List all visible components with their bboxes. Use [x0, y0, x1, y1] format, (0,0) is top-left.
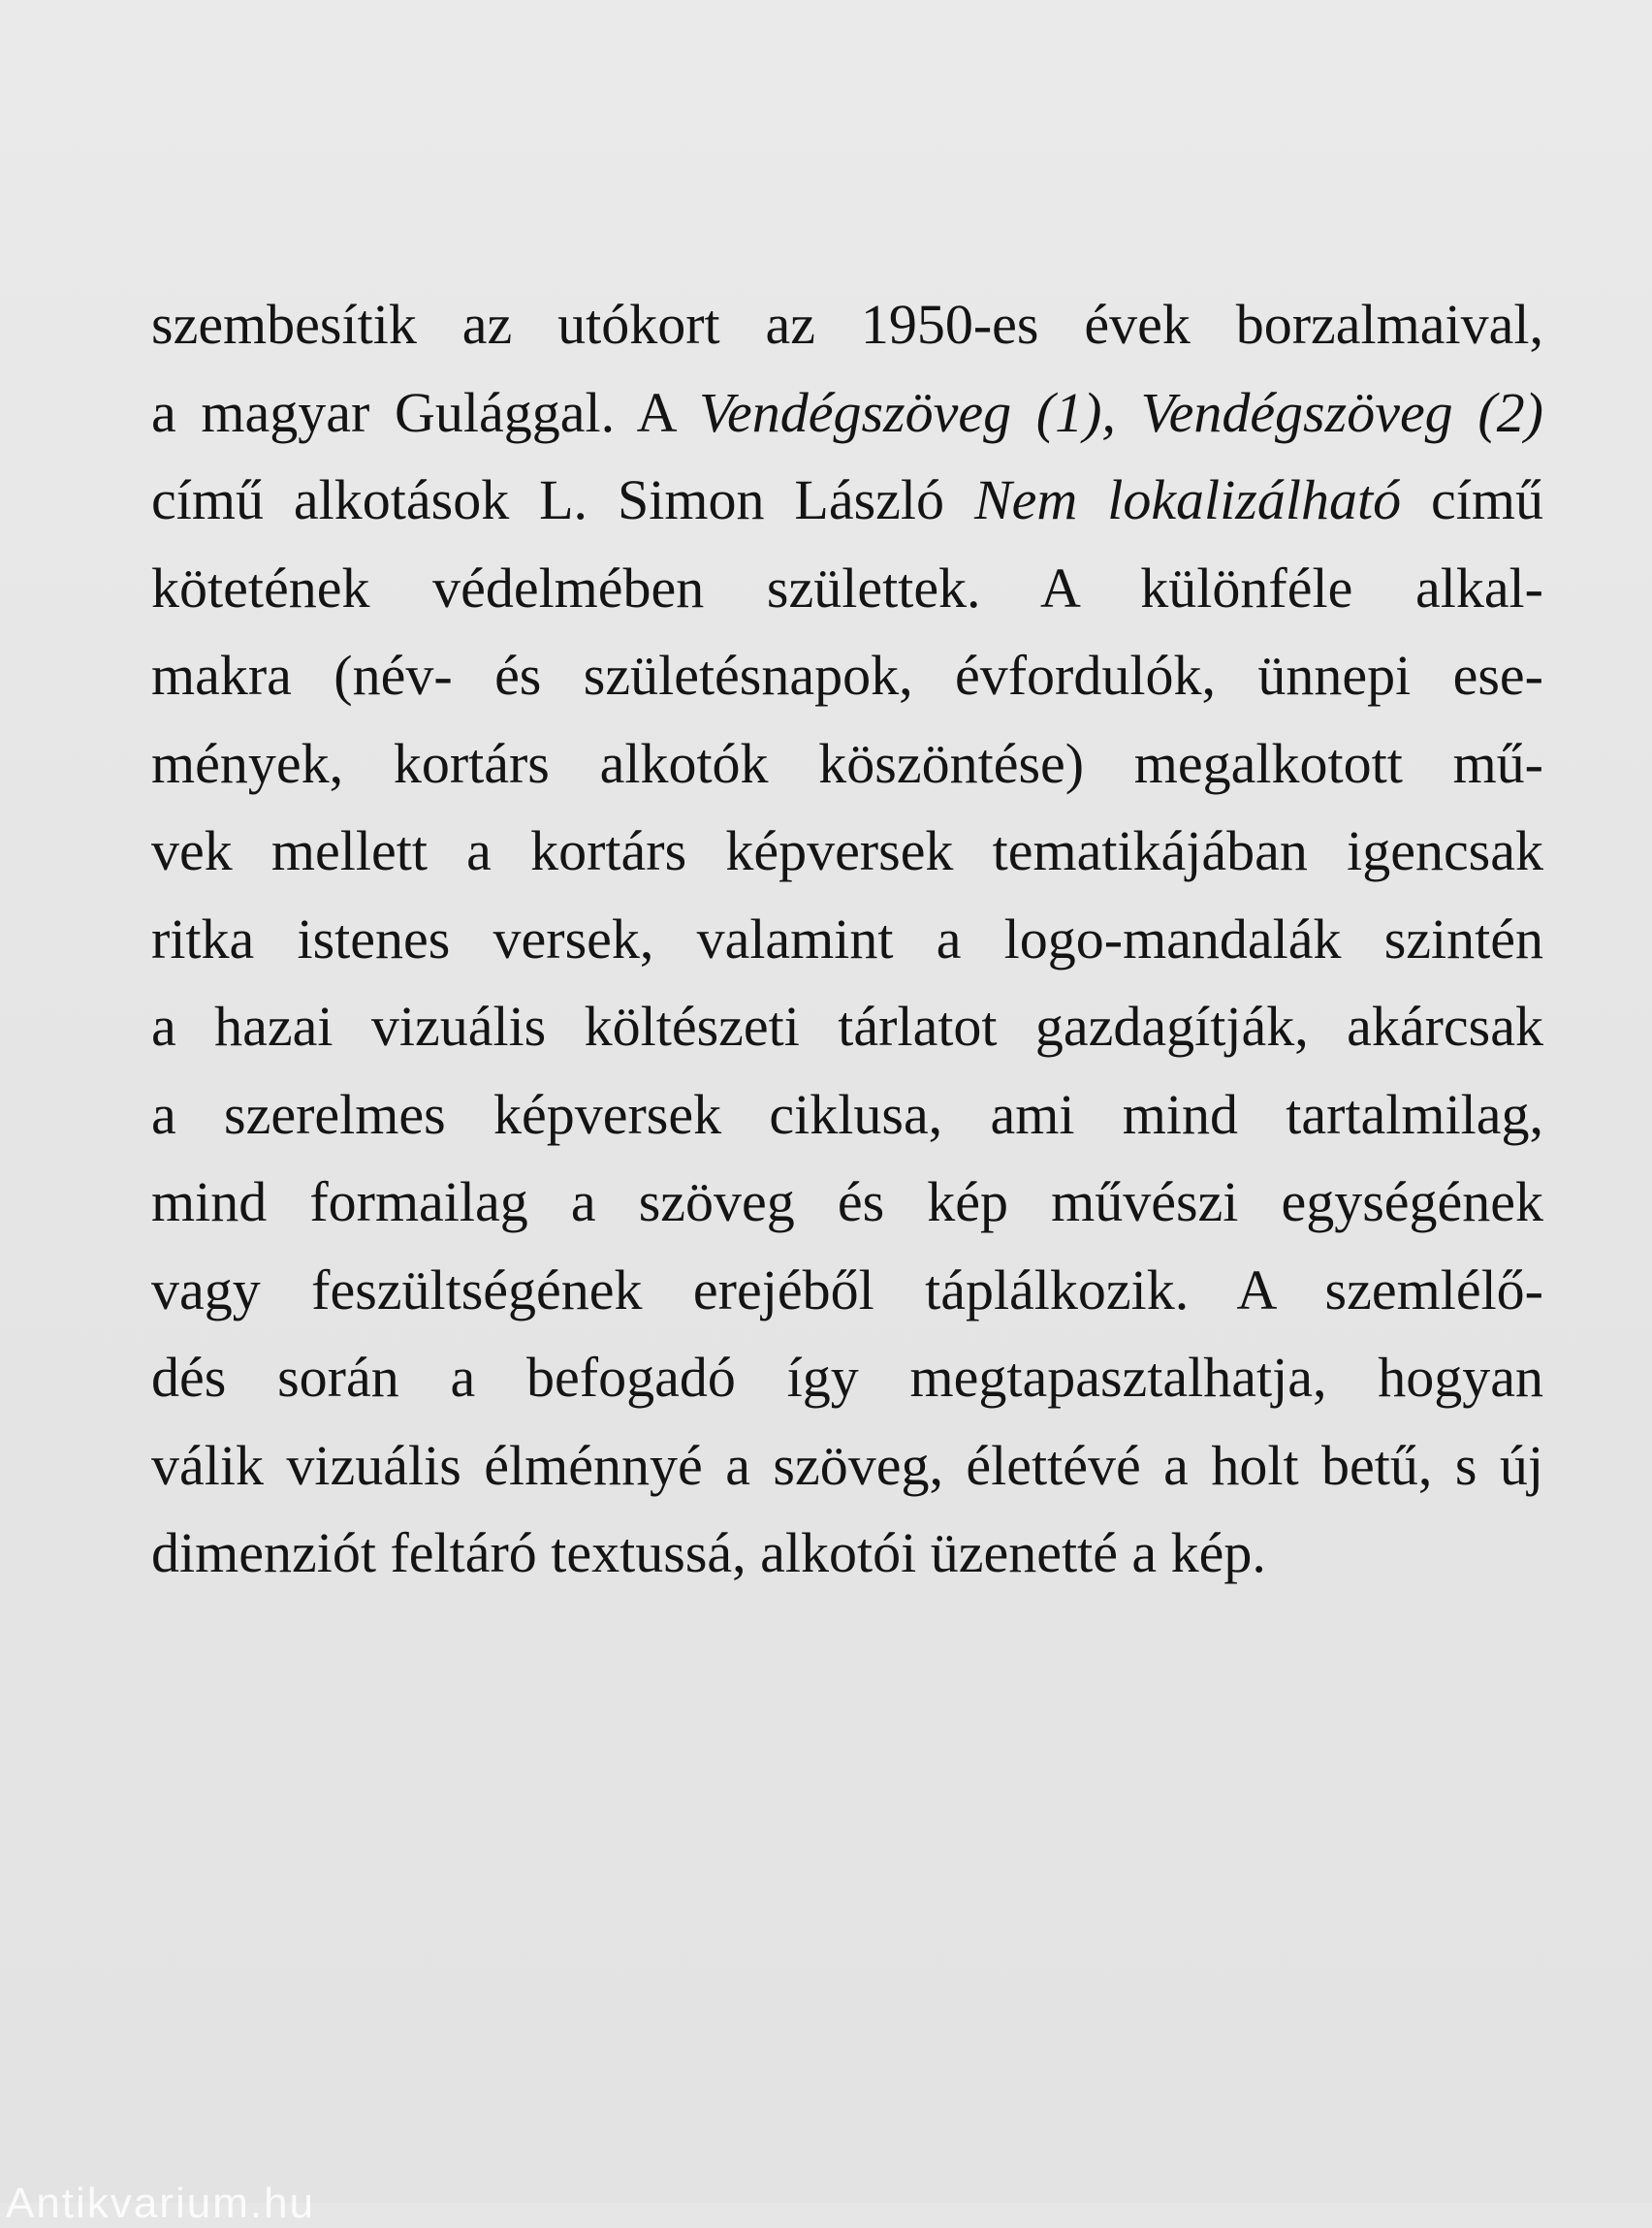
text-line-2	[151, 369, 1543, 458]
text-line-3-start: című alkotások L. Simon László	[151, 468, 974, 531]
text-line-2-start: a magyar Gulággal. A	[151, 380, 699, 444]
text-line-10: a szerelmes képversek ciklusa, ami mind tartalmilag,	[151, 1082, 1543, 1146]
text-line-14: válik vizuális élménnyé a szöveg, élettévé a holt betű, s új	[151, 1433, 1543, 1497]
text-line-4: kötetének védelmében születtek. A különféle alkal-	[151, 556, 1543, 620]
watermark: Antikvarium.hu	[6, 2180, 316, 2227]
text-line-15: dimenziót feltáró textussá, alkotói üzenetté a kép.	[151, 1521, 1266, 1584]
text-line-5: makra (név- és születésnapok, évfordulók, ünnepi ese-	[151, 644, 1543, 707]
text-line-7: vek mellett a kortárs képversek tematikájában igencsak	[151, 819, 1543, 882]
italic-title-vendegszoveg: Vendégszöveg (1), Vendégszöveg (2)	[698, 380, 1543, 444]
text-line-6: mények, kortárs alkotók köszöntése) megalkotott mű-	[151, 731, 1543, 795]
text-line-12: vagy feszültségének erejéből táplálkozik. A szemlélő-	[151, 1257, 1543, 1321]
text-line-9: a hazai vizuális költészeti tárlatot gazdagítják, akárcsak	[151, 995, 1543, 1058]
text-line-8: ritka istenes versek, valamint a logo-mandalák szintén	[151, 907, 1543, 971]
text-line-3	[151, 457, 1543, 545]
text-line-3-end: című	[1401, 468, 1543, 531]
text-line-11: mind formailag a szöveg és kép művészi egységének	[151, 1170, 1543, 1233]
text-line-13: dés során a befogadó így megtapasztalhatja, hogyan	[151, 1346, 1543, 1409]
body-paragraph	[151, 281, 1543, 1598]
italic-book-title: Nem lokalizálható	[973, 468, 1402, 531]
text-line-1: szembesítik az utókort az 1950-es évek borzalmaival,	[151, 293, 1543, 356]
